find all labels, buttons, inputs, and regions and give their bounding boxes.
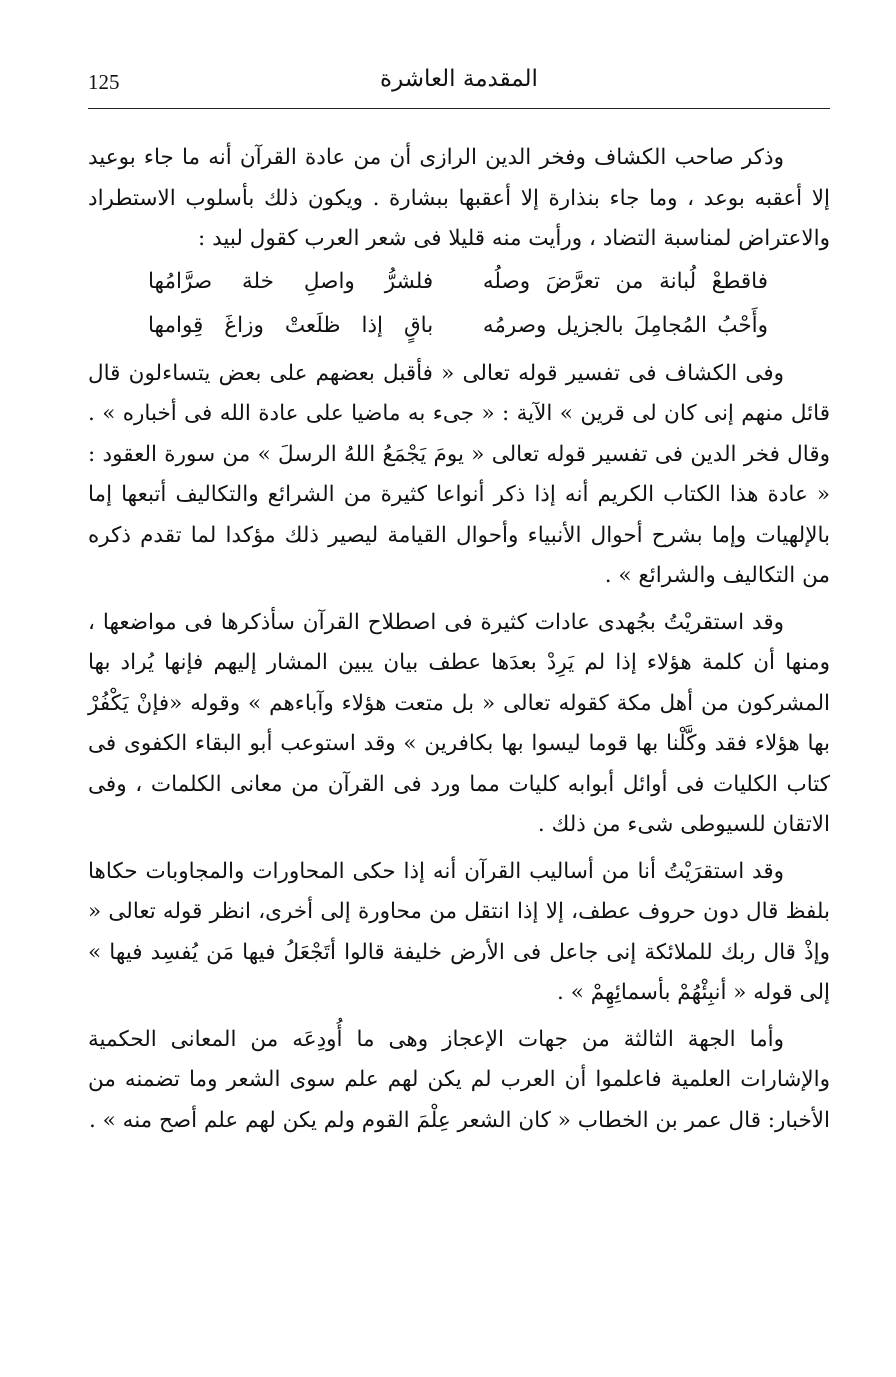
paragraph: وأما الجهة الثالثة من جهات الإعجاز وهى ما أُودِعَه من المعانى الحكمية والإشارات العلمية فاعلموا أن العرب لم يكن لهم علم سوى الشعر وما تضمنه من الأخبار: قال عمر بن الخطاب « كان الشعر عِلْمَ القوم ولم يكن لهم علم أصح منه » . <box>88 1026 830 1133</box>
page-number: 125 <box>88 70 120 94</box>
verse-first-hemistich: فاقطعْ لُبانة من تعرَّضَ وصلُه <box>482 268 768 294</box>
verse-second-hemistich: فلشرُّ واصلِ خلة صرَّامُها <box>148 268 434 294</box>
paragraph: وفى الكشاف فى تفسير قوله تعالى « فأقبل بعضهم على بعض يتساءلون قال قائل منهم إنى كان لى قرين » الآية : « جىء به ماضيا على عادة الله فى أخباره » . وقال فخر الدين فى تفسير قوله تعالى « يومَ يَجْمَعُ اللهُ الرسلَ » من سورة العقود : « عادة هذا الكتاب الكريم أنه إذا ذكر أنواعا كثيرة من الشرائع والتكاليف أتبعها إما بالإلهيات وإما بشرح أحوال الأنبياء وأحوال القيامة ليصير ذلك مؤكدا لما تقدم ذكره من التكاليف والشرائع » . <box>88 360 830 588</box>
paragraph: وقد استقرَيْتُ أنا من أساليب القرآن أنه إذا حكى المحاورات والمجاوبات حكاها بلفظ قال دون حروف عطف، إلا إذا انتقل من محاورة إلى أخرى، انظر قوله تعالى « وإذْ قال ربك للملائكة إنى جاعل فى الأرض خليفة قالوا أتَجْعَلُ فيها مَن يُفسِد فيها » إلى قوله « أنبِئْهُمْ بأسمائِهِمْ » . <box>88 858 830 1005</box>
page-header <box>88 62 830 109</box>
poem-verse <box>148 260 768 304</box>
poem-block <box>88 260 830 348</box>
paragraph: وقد استقريْتُ بجُهدى عادات كثيرة فى اصطلاح القرآن سأذكرها فى مواضعها ، ومنها أن كلمة هؤلاء إذا لم يَرِدْ بعدَها عطف بيان يبين المشار إليهم فإنها يُراد بها المشركون من أهل مكة كقوله تعالى « بل متعت هؤلاء وآباءهم » وقوله «فإنْ يَكْفُرْ بها هؤلاء فقد وكَّلْنا بها قوما ليسوا بها بكافرين » وقد استوعب أبو البقاء الكفوى فى كتاب الكليات فى أوائل أبوابه كليات مما ورد فى القرآن من معانى الكلمات ، وفى الاتقان للسيوطى شىء من ذلك . <box>88 609 830 837</box>
page-body <box>88 138 830 1141</box>
paragraph: وذكر صاحب الكشاف وفخر الدين الرازى أن من عادة القرآن أنه ما جاء بوعيد إلا أعقبه بوعد ، وما جاء بنذارة إلا أعقبها ببشارة . ويكون ذلك بأسلوب الاستطراد والاعتراض لمناسبة التضاد ، ورأيت منه قليلا فى شعر العرب كقول لبيد : <box>88 145 830 251</box>
poem-verse <box>148 304 768 348</box>
verse-second-hemistich: باقٍ إذا ظلَعتْ وزاغَ قِوامها <box>148 312 434 338</box>
running-title: المقدمة العاشرة <box>380 66 538 92</box>
verse-first-hemistich: وأَحْبُ المُجامِلَ بالجزيل وصرمُه <box>482 312 768 338</box>
